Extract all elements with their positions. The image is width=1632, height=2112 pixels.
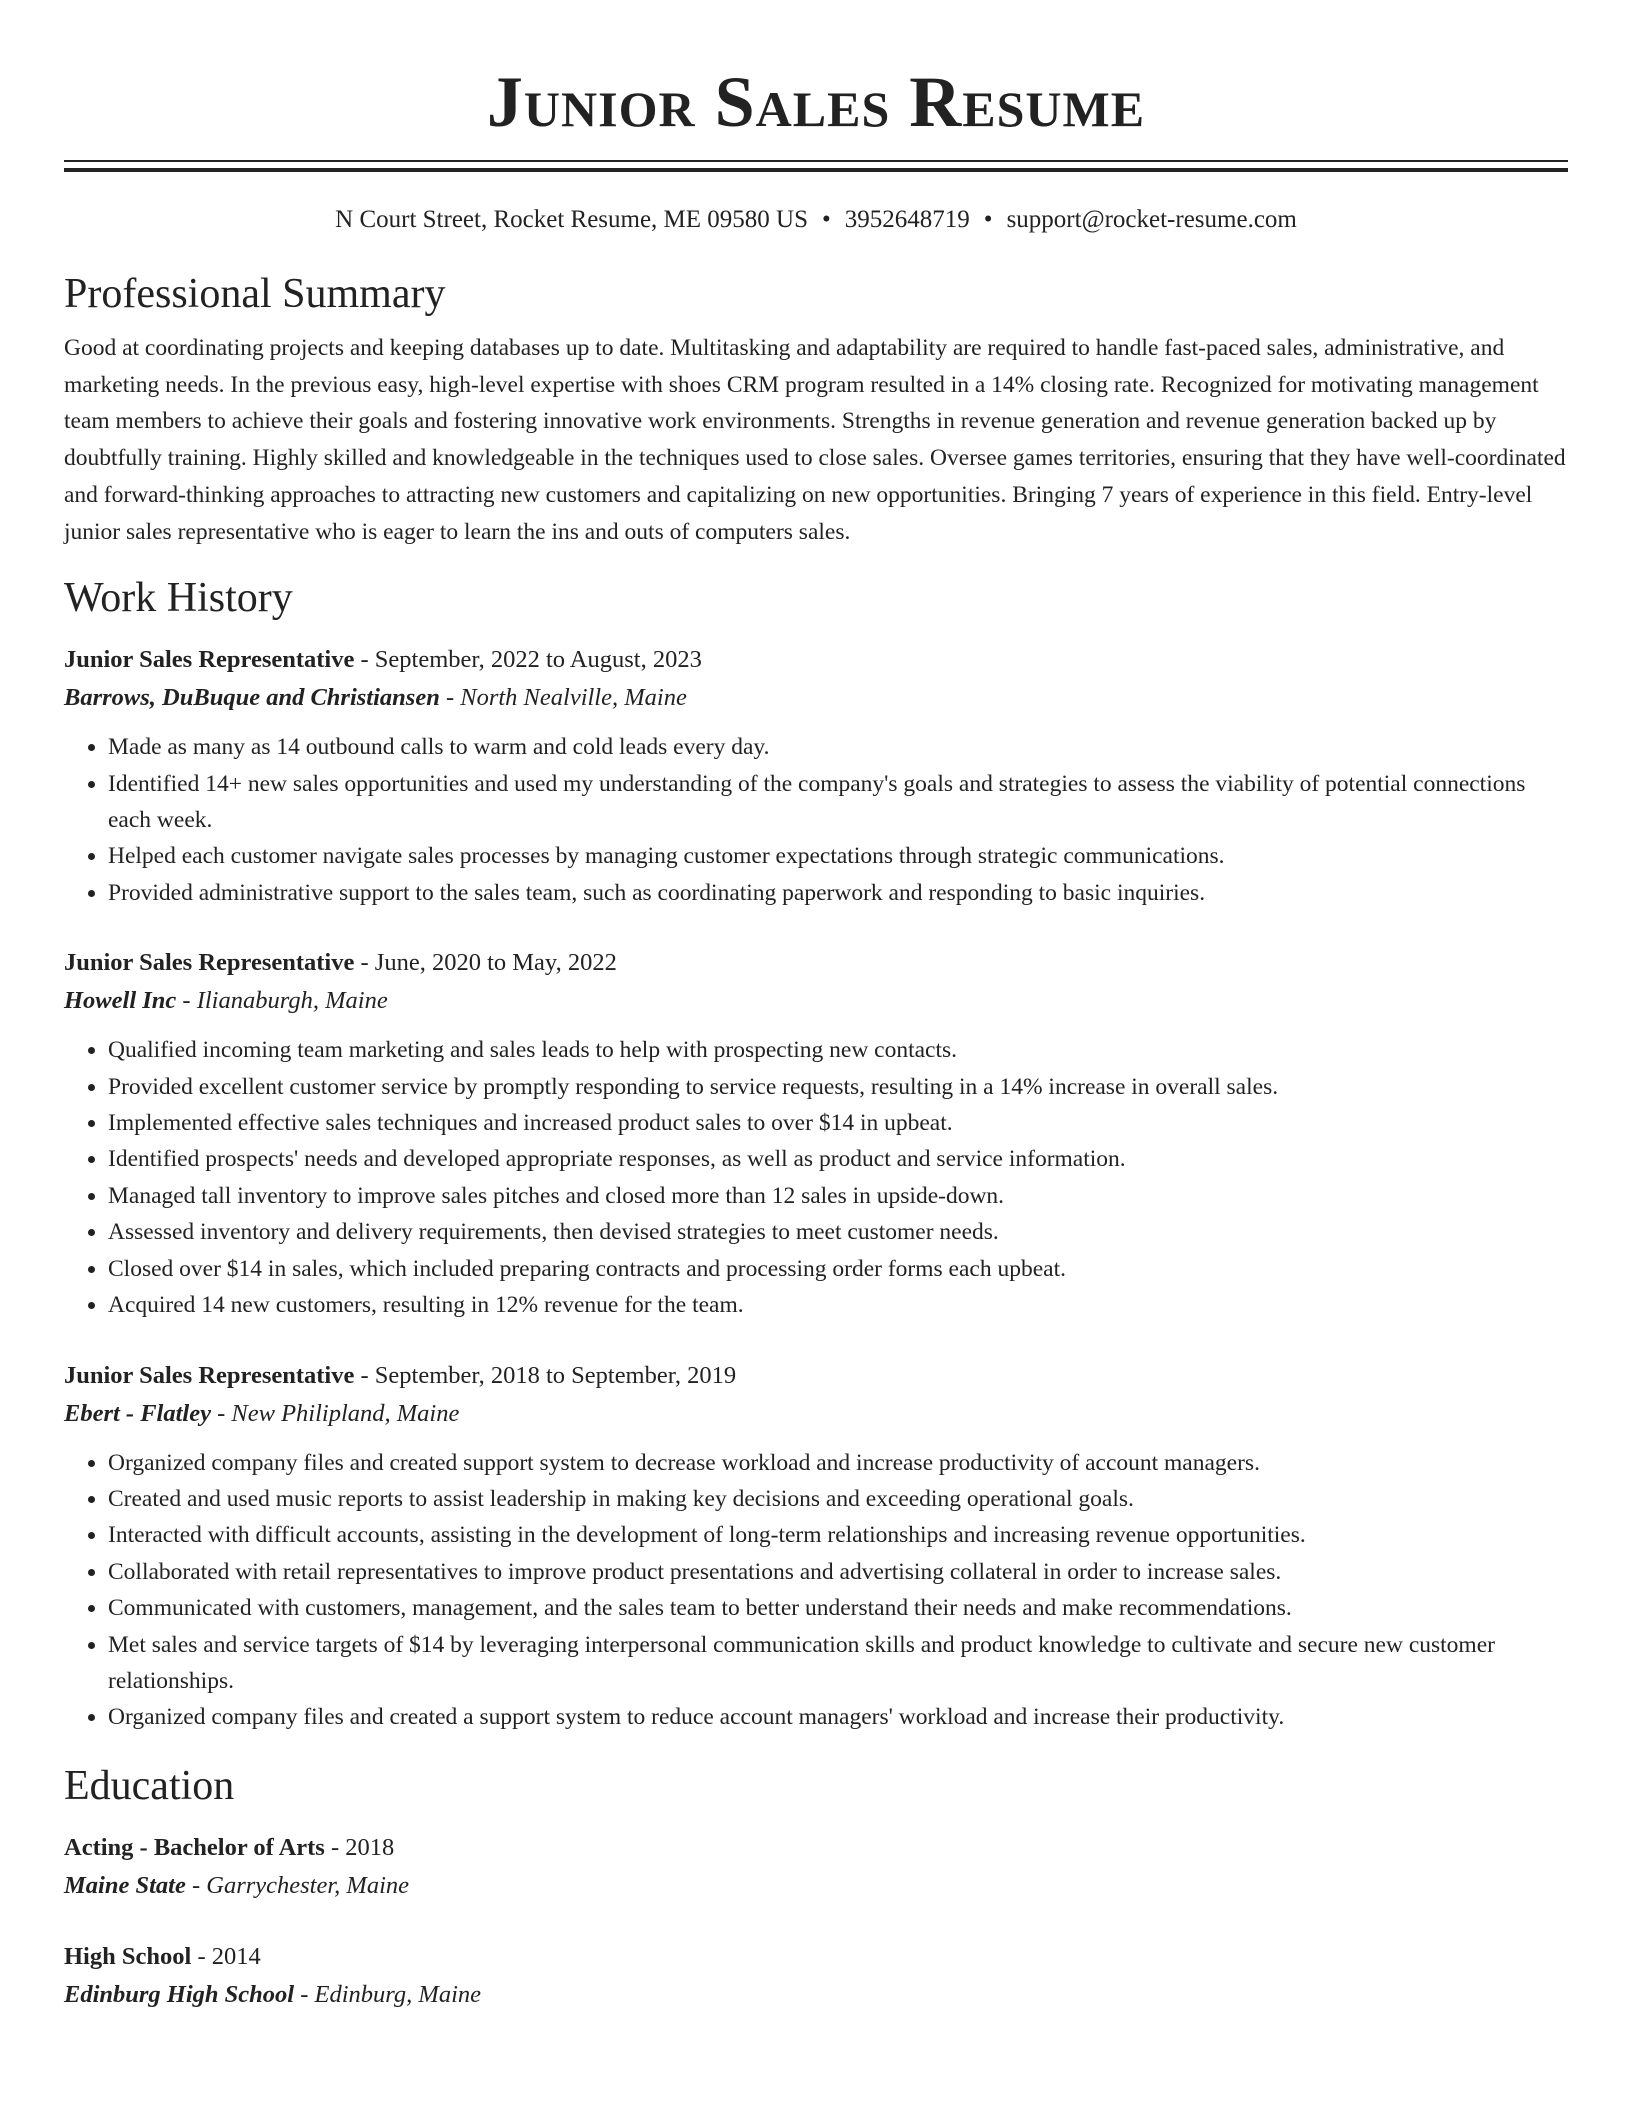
job-bullet: • Assessed inventory and delivery requirements, then devised strategies to meet customer needs. [108, 1214, 1568, 1250]
degree-year: - 2014 [191, 1942, 261, 1970]
job-bullet: • Collaborated with retail representatives to improve product presentations and advertising collateral in order to increase sales. [108, 1554, 1568, 1590]
job-entry [64, 943, 1568, 1323]
job-title: Junior Sales Representative [64, 949, 355, 977]
contact-separator: • [983, 206, 993, 233]
education-entry [64, 1937, 1568, 2014]
job-dates: - September, 2022 to August, 2023 [354, 646, 702, 674]
job-bullet: • Closed over $14 in sales, which included preparing contracts and processing order forms each upbeat. [108, 1251, 1568, 1287]
contact-address: N Court Street, Rocket Resume, ME 09580 US [335, 206, 809, 233]
job-dates: - June, 2020 to May, 2022 [354, 949, 617, 977]
job-bullets [64, 729, 1568, 911]
job-bullet: • Provided excellent customer service by promptly responding to service requests, resulting in a 14% increase in overall sales. [108, 1069, 1568, 1105]
job-bullet: • Helped each customer navigate sales processes by managing customer expectations through strategic communications. [108, 838, 1568, 874]
degree-line [64, 1937, 1568, 1976]
school-line [64, 1976, 1568, 2014]
job-bullets [64, 1445, 1568, 1736]
company-name: Barrows, DuBuque and Christiansen [64, 684, 440, 712]
work-history-heading: Work History [64, 575, 293, 622]
contact-phone: 3952648719 [844, 206, 970, 233]
school-location: - Garrychester, Maine [185, 1871, 410, 1899]
degree-year: - 2018 [324, 1833, 395, 1861]
degree-name: Acting - Bachelor of Arts [64, 1833, 325, 1861]
job-bullet: • Interacted with difficult accounts, assisting in the development of long-term relationships and increasing revenue opportunities. [108, 1517, 1568, 1553]
resume-title: Junior Sales Resume [486, 62, 1146, 142]
job-title-line [64, 943, 1568, 982]
degree-name: High School [64, 1942, 192, 1970]
job-bullet: • Made as many as 14 outbound calls to warm and cold leads every day. [108, 729, 1568, 765]
company-line [64, 1395, 1568, 1433]
job-title: Junior Sales Representative [64, 646, 355, 674]
school-name: Edinburg High School [64, 1980, 295, 2008]
job-bullet: • Implemented effective sales techniques and increased product sales to over $14 in upbeat. [108, 1105, 1568, 1141]
title-divider-thin [64, 160, 1568, 162]
company-name: Ebert - Flatley [64, 1399, 211, 1427]
job-bullet: • Met sales and service targets of $14 by leveraging interpersonal communication skills and product knowledge to cultivate and secure new customer relationships. [108, 1627, 1568, 1700]
job-title: Junior Sales Representative [64, 1361, 355, 1389]
job-bullet: • Managed tall inventory to improve sales pitches and closed more than 12 sales in upside-down. [108, 1178, 1568, 1214]
job-bullet: • Identified 14+ new sales opportunities and used my understanding of the company's goals and strategies to assess the viability of potential connections each week. [108, 766, 1568, 839]
contact-email: support@rocket-resume.com [1006, 206, 1297, 233]
contact-separator: • [822, 206, 831, 233]
job-bullet: • Qualified incoming team marketing and sales leads to help with prospecting new contacts. [108, 1032, 1568, 1068]
degree-line [64, 1828, 1568, 1867]
company-location: - North Nealville, Maine [439, 684, 687, 712]
job-bullet: • Created and used music reports to assist leadership in making key decisions and exceeding operational goals. [108, 1481, 1568, 1517]
education-entry [64, 1828, 1568, 1905]
company-line [64, 679, 1568, 717]
job-bullet: • Organized company files and created a support system to reduce account managers' workload and increase their productivity. [108, 1699, 1568, 1735]
job-bullets [64, 1032, 1568, 1323]
contact-line [64, 204, 1568, 236]
job-dates: - September, 2018 to September, 2019 [354, 1361, 737, 1389]
education-heading: Education [64, 1762, 235, 1809]
school-name: Maine State [64, 1871, 186, 1899]
job-bullet: • Organized company files and created support system to decrease workload and increase productivity of account managers. [108, 1445, 1568, 1481]
job-title-line [64, 640, 1568, 679]
job-entry [64, 640, 1568, 911]
job-bullet: • Identified prospects' needs and developed appropriate responses, as well as product and service information. [108, 1141, 1568, 1177]
title-divider-thick [64, 168, 1568, 172]
job-bullet: • Acquired 14 new customers, resulting in 12% revenue for the team. [108, 1287, 1568, 1323]
school-line [64, 1867, 1568, 1905]
company-location: - New Philipland, Maine [210, 1399, 460, 1427]
job-bullet: • Communicated with customers, management, and the sales team to better understand their needs and make recommendations. [108, 1590, 1568, 1626]
summary-text: Good at coordinating projects and keeping databases up to date. Multitasking and adaptability are required to handle fast-paced sales, administrative, and marketing needs. In the previous easy, high-level expertise with shoes CRM program resulted in a 14% closing rate. Recognized for motivating management team members to achieve their goals and fostering innovative work environments. Strengths in revenue generation and revenue generation backed up by doubtfully training. Highly skilled and knowledgeable in the techniques used to close sales. Oversee games territories, ensuring that they have well-coordinated and forward-thinking approaches to attracting new customers and capitalizing on new opportunities. Bringing 7 years of experience in this field. Entry-level junior sales representative who is eager to learn the ins and outs of computers sales. [64, 335, 1566, 545]
company-line [64, 982, 1568, 1020]
school-location: - Edinburg, Maine [294, 1980, 482, 2008]
job-title-line [64, 1356, 1568, 1395]
summary-heading: Professional Summary [64, 271, 446, 317]
company-location: - Ilianaburgh, Maine [176, 987, 388, 1015]
job-bullet: • Provided administrative support to the sales team, such as coordinating paperwork and responding to basic inquiries. [108, 875, 1568, 911]
job-entry [64, 1356, 1568, 1736]
company-name: Howell Inc [64, 987, 177, 1015]
